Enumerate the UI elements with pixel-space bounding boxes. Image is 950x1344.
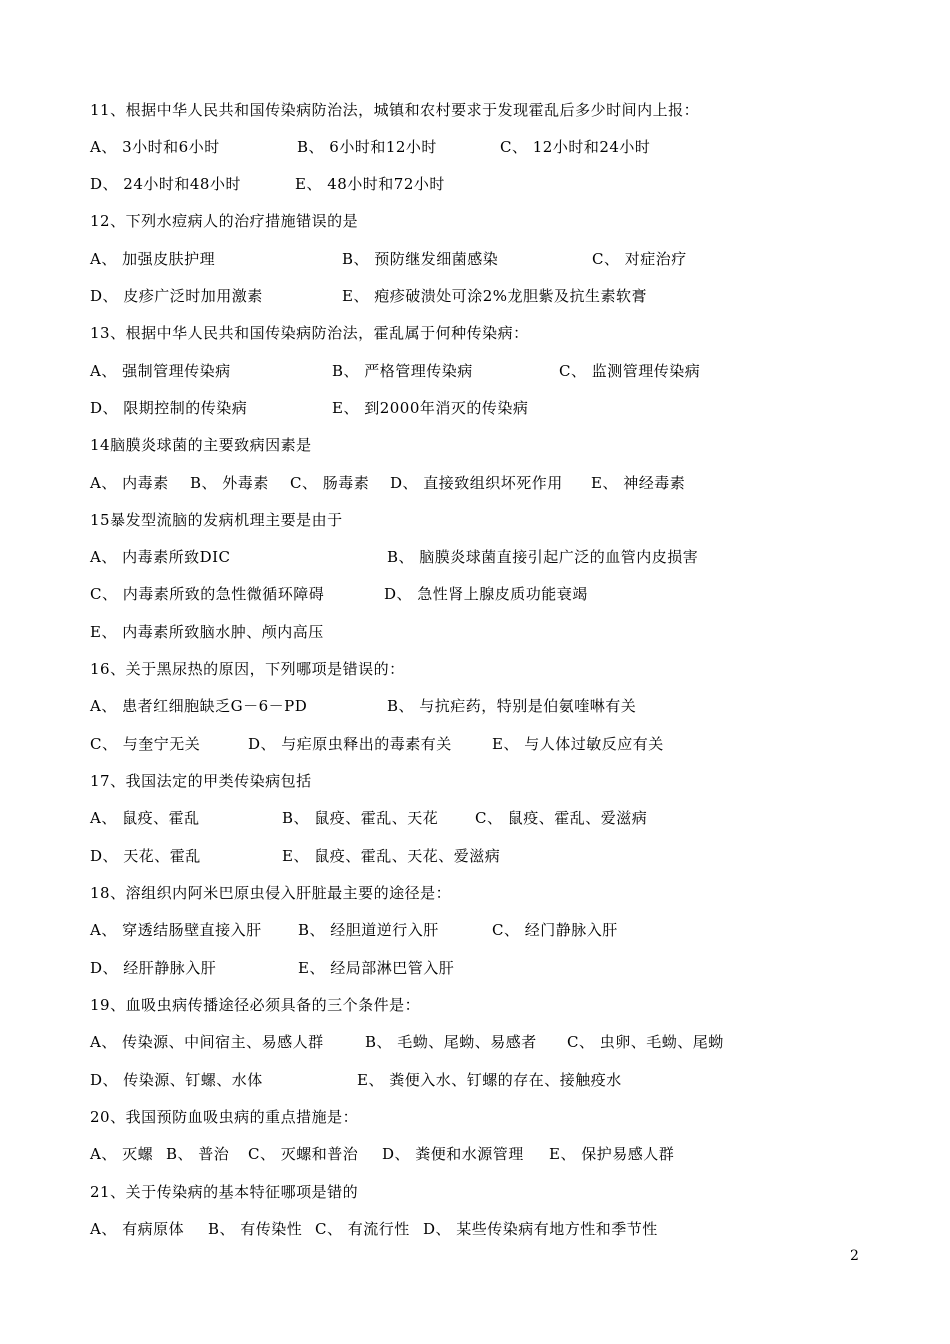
- option: D、 直接致组织坏死作用: [390, 474, 563, 492]
- option: E、 保护易感人群: [549, 1145, 675, 1163]
- option: D、 天花、霍乱: [90, 847, 201, 865]
- option: E、 48小时和72小时: [295, 175, 445, 193]
- option: C、 对症治疗: [592, 250, 687, 268]
- option: C、 灭螺和普治: [248, 1145, 359, 1163]
- option: A、 内毒素所致DIC: [90, 548, 231, 566]
- option: C、 有流行性: [315, 1220, 410, 1238]
- option: D、 传染源、钉螺、水体: [90, 1071, 263, 1089]
- option: B、 毛蚴、尾蚴、易感者: [365, 1033, 537, 1051]
- option: A、 鼠疫、霍乱: [90, 809, 200, 827]
- option: D、 限期控制的传染病: [90, 399, 248, 417]
- option: C、 经门静脉入肝: [492, 921, 618, 939]
- option: C、 与奎宁无关: [90, 735, 201, 753]
- option: D、 皮疹广泛时加用激素: [90, 287, 263, 305]
- option: E、 内毒素所致脑水肿、颅内高压: [90, 623, 324, 641]
- option: D、 经肝静脉入肝: [90, 959, 217, 977]
- option: A、 传染源、中间宿主、易感人群: [90, 1033, 324, 1051]
- option: B、 6小时和12小时: [297, 138, 437, 156]
- question-stem: 11、根据中华人民共和国传染病防治法，城镇和农村要求于发现霍乱后多少时间内上报：: [90, 101, 700, 119]
- option: C、 肠毒素: [290, 474, 370, 492]
- option: A、 穿透结肠壁直接入肝: [90, 921, 262, 939]
- option: C、 鼠疫、霍乱、爱滋病: [475, 809, 648, 827]
- question-stem: 18、溶组织内阿米巴原虫侵入肝脏最主要的途径是：: [90, 884, 452, 902]
- option: B、 有传染性: [208, 1220, 303, 1238]
- option: A、 有病原体: [90, 1220, 185, 1238]
- option: C、 虫卵、毛蚴、尾蚴: [567, 1033, 724, 1051]
- option: B、 经胆道逆行入肝: [298, 921, 439, 939]
- option: C、 内毒素所致的急性微循环障碍: [90, 585, 325, 603]
- question-stem: 14脑膜炎球菌的主要致病因素是: [90, 436, 312, 454]
- option: A、 患者红细胞缺乏G－6－PD: [90, 697, 308, 715]
- question-stem: 21、关于传染病的基本特征哪项是错的: [90, 1183, 359, 1201]
- question-stem: 17、我国法定的甲类传染病包括: [90, 772, 312, 790]
- option: C、 监测管理传染病: [559, 362, 701, 380]
- option: A、 灭螺: [90, 1145, 154, 1163]
- option: B、 鼠疫、霍乱、天花: [282, 809, 439, 827]
- option: D、 与疟原虫释出的毒素有关: [248, 735, 452, 753]
- question-stem: 20、我国预防血吸虫病的重点措施是：: [90, 1108, 359, 1126]
- option: A、 3小时和6小时: [90, 138, 220, 156]
- option: E、 神经毒素: [591, 474, 686, 492]
- option: E、 粪便入水、钉螺的存在、接触疫水: [357, 1071, 622, 1089]
- question-stem: 12、下列水痘病人的治疗措施错误的是: [90, 212, 359, 230]
- question-stem: 13、根据中华人民共和国传染病防治法，霍乱属于何种传染病：: [90, 324, 529, 342]
- option: B、 外毒素: [190, 474, 269, 492]
- option: D、 急性肾上腺皮质功能衰竭: [384, 585, 588, 603]
- question-stem: 15暴发型流脑的发病机理主要是由于: [90, 511, 343, 529]
- option: D、 粪便和水源管理: [382, 1145, 524, 1163]
- question-stem: 19、血吸虫病传播途径必须具备的三个条件是：: [90, 996, 421, 1014]
- question-stem: 16、关于黑尿热的原因，下列哪项是错误的：: [90, 660, 405, 678]
- option: A、 加强皮肤护理: [90, 250, 216, 268]
- option: D、 某些传染病有地方性和季节性: [423, 1220, 658, 1238]
- option: B、 预防继发细菌感染: [342, 250, 499, 268]
- option: C、 12小时和24小时: [500, 138, 651, 156]
- option: A、 强制管理传染病: [90, 362, 231, 380]
- option: E、 经局部淋巴管入肝: [298, 959, 455, 977]
- option: B、 脑膜炎球菌直接引起广泛的血管内皮损害: [387, 548, 699, 566]
- option: D、 24小时和48小时: [90, 175, 241, 193]
- option: B、 严格管理传染病: [332, 362, 473, 380]
- option: E、 到2000年消灭的传染病: [332, 399, 529, 417]
- option: E、 与人体过敏反应有关: [492, 735, 664, 753]
- option: E、 鼠疫、霍乱、天花、爱滋病: [282, 847, 501, 865]
- option: A、 内毒素: [90, 474, 169, 492]
- option: B、 与抗疟药，特别是伯氨喹啉有关: [387, 697, 637, 715]
- option: B、 普治: [166, 1145, 230, 1163]
- page-number: 2: [850, 1248, 859, 1264]
- option: E、 疱疹破溃处可涂2%龙胆紫及抗生素软膏: [342, 287, 648, 305]
